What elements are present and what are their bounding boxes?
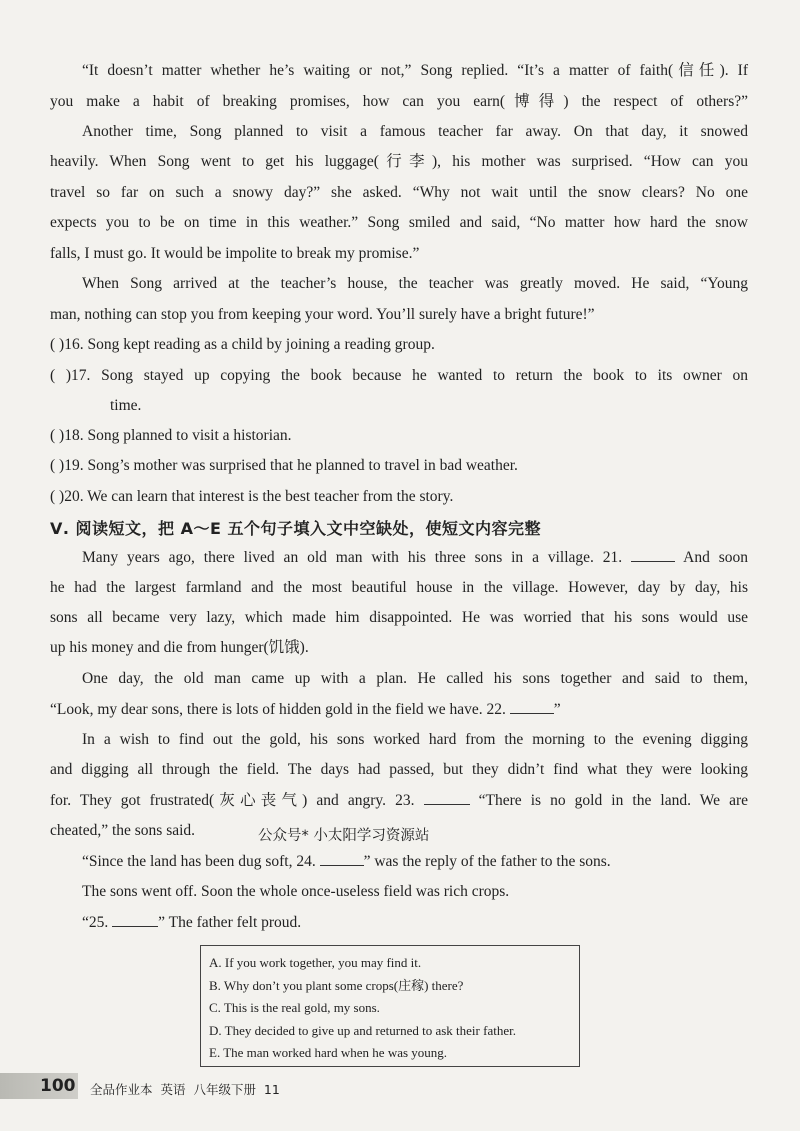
passage-v-line: he had the largest farmland and the most beautiful house in the village. However, day by day, his [50, 579, 748, 596]
text: And soon [683, 549, 749, 566]
footer-text: 全品作业本 英语 八年级下册 11 [90, 1082, 280, 1097]
passage-line: When Song arrived at the teacher’s house, the teacher was greatly moved. He said, “Young [82, 275, 748, 292]
passage-line: man, nothing can stop you from keeping your word. You’ll surely have a bright future!” [50, 306, 595, 323]
passage-line: expects you to be on time in this weather.” Song smiled and said, “No matter how hard the snow [50, 214, 748, 231]
passage-v-line: and digging all through the field. The days had passed, but they didn’t find what they were looking [50, 761, 748, 778]
page-number: 100 [40, 1076, 76, 1096]
question-20: ( )20. We can learn that interest is the best teacher from the story. [50, 488, 454, 505]
text: for. They got frustrated(灰心丧气) and angry. 23. [50, 792, 415, 809]
question-16: ( )16. Song kept reading as a child by joining a reading group. [50, 336, 435, 353]
option-b: B. Why don’t you plant some crops(庄稼) there? [209, 977, 464, 993]
text: ” was the reply of the father to the sons. [363, 853, 611, 870]
question-17-cont: time. [110, 397, 142, 414]
answer-blank-23[interactable] [424, 790, 470, 805]
passage-v-line: sons all became very lazy, which made him disappointed. He was worried that his sons would use [50, 609, 748, 626]
watermark-text: 公众号* 小太阳学习资源站 [258, 828, 430, 844]
text: “25. [82, 914, 109, 931]
question-19: ( )19. Song’s mother was surprised that he planned to travel in bad weather. [50, 457, 518, 474]
passage-v-line: In a wish to find out the gold, his sons worked hard from the morning to the evening digging [82, 731, 748, 748]
passage-v-line [82, 912, 748, 933]
options-box [200, 945, 580, 1067]
question-18: ( )18. Song planned to visit a historian. [50, 427, 292, 444]
text: Many years ago, there lived an old man with his three sons in a village. 21. [82, 549, 623, 566]
text: ” The father felt proud. [158, 914, 302, 931]
passage-v-line [50, 790, 748, 811]
option-e: E. The man worked hard when he was young. [209, 1045, 448, 1060]
text: “There is no gold in the land. We are [478, 792, 749, 809]
passage-v-line [50, 699, 748, 720]
passage-line: you make a habit of breaking promises, how can you earn(博得) the respect of others?” [50, 93, 748, 110]
passage-v-line: cheated,” the sons said. [50, 822, 196, 839]
answer-blank-22[interactable] [510, 699, 554, 714]
text: ” [553, 701, 561, 718]
passage-line: heavily. When Song went to get his luggage(行李), his mother was surprised. “How can you [50, 153, 748, 170]
answer-blank-25[interactable] [112, 912, 158, 927]
passage-v-line [82, 547, 748, 568]
section-heading: Ⅴ. 阅读短文，把 A～E 五个句子填入文中空缺处，使短文内容完整 [50, 519, 541, 538]
passage-v-line: up his money and die from hunger(饥饿). [50, 639, 309, 656]
answer-blank-21[interactable] [631, 547, 675, 562]
passage-v-line: One day, the old man came up with a plan. He called his sons together and said to them, [82, 670, 748, 687]
passage-v-line: The sons went off. Soon the whole once-useless field was rich crops. [82, 883, 510, 900]
option-d: D. They decided to give up and returned to ask their father. [209, 1022, 516, 1038]
passage-line: Another time, Song planned to visit a famous teacher far away. On that day, it snowed [82, 123, 748, 140]
text: “Look, my dear sons, there is lots of hidden gold in the field we have. 22. [50, 701, 506, 718]
option-a: A. If you work together, you may find it. [209, 955, 422, 970]
text: “Since the land has been dug soft, 24. [82, 853, 316, 870]
passage-line: falls, I must go. It would be impolite to break my promise.” [50, 245, 420, 262]
passage-line: “It doesn’t matter whether he’s waiting or not,” Song replied. “It’s a matter of faith(信任). If [82, 62, 748, 79]
question-17: ( )17. Song stayed up copying the book because he wanted to return the book to its owner on [50, 367, 748, 384]
passage-v-line [82, 851, 748, 872]
passage-line: travel so far on such a snowy day?” she asked. “Why not wait until the snow clears? No one [50, 184, 748, 201]
answer-blank-24[interactable] [320, 851, 364, 866]
option-c: C. This is the real gold, my sons. [209, 1000, 380, 1015]
